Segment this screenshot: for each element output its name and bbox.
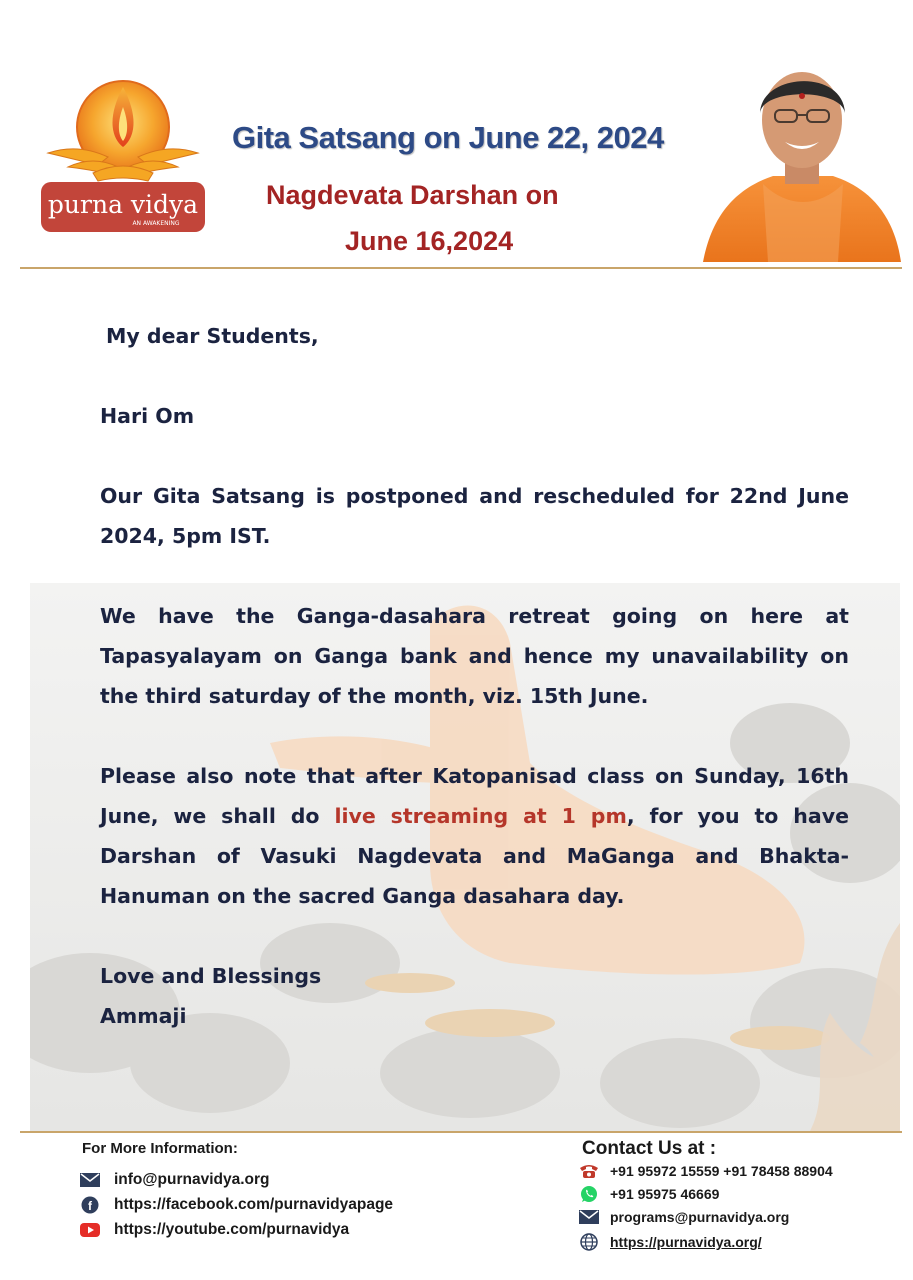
email-link[interactable]: info@purnavidya.org: [114, 1171, 270, 1188]
more-info-title: For More Information:: [82, 1140, 238, 1157]
programs-email-link[interactable]: programs@purnavidya.org: [610, 1209, 790, 1225]
svg-text:f: f: [88, 1199, 92, 1213]
paragraph-reschedule: Our Gita Satsang is postponed and rescheduled for 22nd June 2024, 5pm IST.: [100, 484, 849, 548]
paragraph-retreat: We have the Ganga-dasahara retreat going on here at Tapasyalayam on Ganga bank and hence my unavailability on the third saturday of the month, viz. 15th June.: [100, 604, 849, 708]
footer-email[interactable]: [80, 1169, 269, 1191]
paragraph-live-streaming: [100, 756, 849, 916]
contact-website[interactable]: [578, 1232, 762, 1252]
youtube-link[interactable]: https://youtube.com/purnavidya: [114, 1221, 350, 1238]
signature: Ammaji: [100, 1004, 187, 1028]
purna-vidya-logo: [38, 75, 208, 235]
phone-icon: [578, 1163, 600, 1179]
envelope-icon: [578, 1209, 600, 1225]
footer-divider: [20, 1131, 902, 1133]
ammaji-portrait: [703, 58, 901, 262]
footer-youtube[interactable]: [80, 1219, 349, 1241]
contact-programs-email[interactable]: [578, 1207, 789, 1227]
subtitle-line-2: June 16,2024: [345, 226, 514, 256]
greeting: My dear Students,: [106, 324, 319, 348]
salutation: Hari Om: [100, 404, 195, 428]
header-divider: [20, 267, 902, 269]
contact-title: Contact Us at :: [582, 1138, 717, 1159]
youtube-icon: [80, 1222, 100, 1238]
phone-numbers[interactable]: +91 95972 15559 +91 78458 88904: [610, 1163, 833, 1179]
logo-brand-text: purna vidya: [47, 190, 199, 219]
live-streaming-highlight: live streaming at 1 pm: [334, 804, 627, 828]
page-title: Gita Satsang on June 22, 2024: [232, 120, 664, 155]
subtitle-line-1: Nagdevata Darshan on: [266, 180, 559, 210]
globe-icon: [578, 1234, 600, 1250]
facebook-link[interactable]: https://facebook.com/purnavidyapage: [114, 1196, 394, 1213]
whatsapp-number[interactable]: +91 95975 46669: [610, 1186, 720, 1202]
whatsapp-icon: [578, 1186, 600, 1202]
logo-tagline-text: AN AWAKENING: [132, 220, 180, 227]
closing: Love and Blessings: [100, 964, 322, 988]
para3-before: Please also note that after Katopanisad class on Sunday, 16th June, we shall do: [100, 764, 849, 828]
contact-phones[interactable]: [578, 1161, 833, 1181]
footer-facebook[interactable]: [80, 1194, 393, 1216]
para3-after: , for you to have Darshan of Vasuki Nagdevata and MaGanga and Bhakta-Hanuman on the sacred Ganga dasahara day.: [100, 804, 849, 908]
website-link[interactable]: https://purnavidya.org/: [610, 1234, 762, 1250]
contact-whatsapp[interactable]: [578, 1184, 719, 1204]
envelope-icon: [80, 1172, 100, 1188]
facebook-icon: [80, 1197, 100, 1213]
